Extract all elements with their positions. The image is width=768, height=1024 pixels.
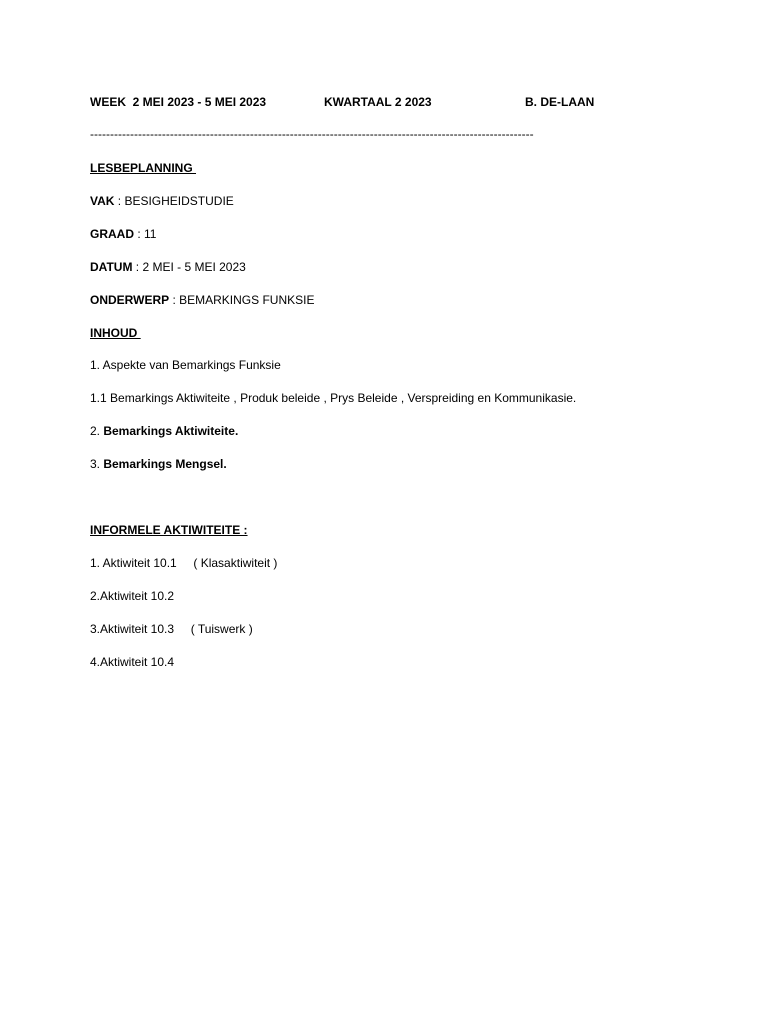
inhoud-item-3-text: Bemarkings Mengsel. bbox=[103, 457, 227, 471]
inhoud-item-2-text: Bemarkings Aktiwiteite. bbox=[103, 424, 239, 438]
field-vak bbox=[90, 194, 234, 208]
field-graad-value: : 11 bbox=[134, 227, 157, 241]
field-onderwerp bbox=[90, 293, 314, 307]
field-vak-value: : BESIGHEIDSTUDIE bbox=[114, 194, 234, 208]
inhoud-item-3 bbox=[90, 457, 227, 471]
header-week: WEEK 2 MEI 2023 - 5 MEI 2023 bbox=[90, 95, 267, 109]
activity-item: 1. Aktiwiteit 10.1 ( Klasaktiwiteit ) bbox=[90, 556, 278, 570]
header-term: KWARTAAL 2 2023 bbox=[324, 95, 432, 109]
field-graad-label: GRAAD bbox=[90, 227, 134, 241]
field-datum-value: : 2 MEI - 5 MEI 2023 bbox=[132, 260, 246, 274]
inhoud-item-3-number: 3. bbox=[90, 457, 104, 471]
field-onderwerp-value: : BEMARKINGS FUNKSIE bbox=[169, 293, 315, 307]
inhoud-item-1-1: 1.1 Bemarkings Aktiwiteite , Produk beleide , Prys Beleide , Verspreiding en Kommunikasie. bbox=[90, 391, 577, 405]
lesson-plan-heading: LESBEPLANNING bbox=[90, 161, 197, 175]
divider-line: --------------------------------------------------------------------------------------------------------------- bbox=[90, 127, 534, 141]
inhoud-item-2 bbox=[90, 424, 238, 438]
inhoud-heading: INHOUD bbox=[90, 326, 141, 340]
activity-item: 2.Aktiwiteit 10.2 bbox=[90, 589, 175, 603]
informele-heading: INFORMELE AKTIWITEITE : bbox=[90, 523, 248, 537]
header-teacher: B. DE-LAAN bbox=[525, 95, 595, 109]
field-onderwerp-label: ONDERWERP bbox=[90, 293, 170, 307]
inhoud-item-2-number: 2. bbox=[90, 424, 104, 438]
inhoud-item-1: 1. Aspekte van Bemarkings Funksie bbox=[90, 358, 281, 372]
activity-item: 4.Aktiwiteit 10.4 bbox=[90, 655, 175, 669]
field-datum-label: DATUM bbox=[90, 260, 133, 274]
field-graad bbox=[90, 227, 156, 241]
field-datum bbox=[90, 260, 246, 274]
field-vak-label: VAK bbox=[90, 194, 115, 208]
activity-item: 3.Aktiwiteit 10.3 ( Tuiswerk ) bbox=[90, 622, 253, 636]
